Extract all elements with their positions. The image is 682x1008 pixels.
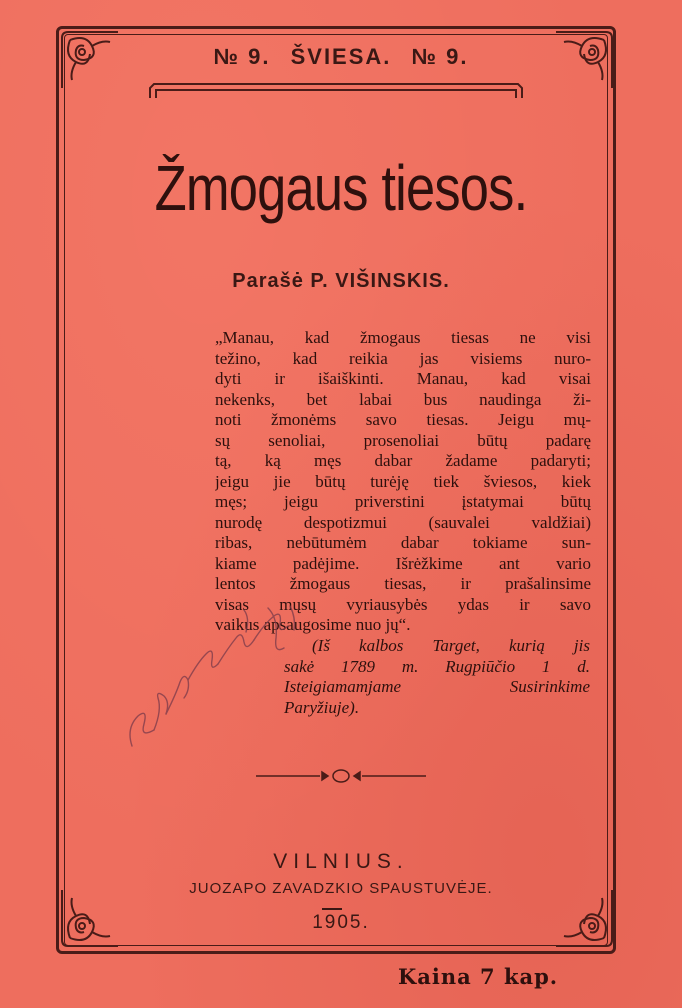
- citation-line: Paryžiuje).: [284, 697, 360, 717]
- quote-line: jeigu jie būtų turėję tiek šviesos, kiek: [215, 471, 591, 491]
- header-bracket-divider: [148, 82, 524, 100]
- citation-line: sakė 1789 m. Rugpiūčio 1 d.: [284, 656, 590, 676]
- quote-line: visas mųsų vyriausybės ydas ir savo: [215, 594, 591, 614]
- author-line: Parašė P. VIŠINSKIS.: [232, 270, 450, 292]
- quote-line: težino, kad reikia jas visiems nuro-: [215, 348, 591, 368]
- issue-number-left: № 9.: [213, 44, 271, 69]
- quote-line: sų senoliai, prosenoliai būtų padarę: [215, 430, 591, 450]
- quote-line: kiame padėjime. Išrėžkime ant vario: [215, 553, 591, 573]
- quote-line: ribas, nebūtumėm dabar tokiame sun-: [215, 533, 591, 552]
- quote-line: tą, ką męs dabar žadame padaryti;: [215, 451, 591, 470]
- quote-line: nurodę despotizmui (sauvalei valdžiai): [215, 512, 591, 532]
- quote-line: lentos žmogaus tiesas, ir prašalinsime: [215, 574, 591, 593]
- citation-line: Isteigiamamjame Susirinkime: [284, 677, 590, 696]
- issue-number-right: № 9.: [411, 44, 469, 69]
- section-divider-ornament-icon: [254, 766, 428, 786]
- imprint-year: 1905.: [312, 912, 370, 933]
- handwritten-signature-icon: [118, 598, 308, 758]
- quote-line: „Manau, kad žmogaus tiesas ne visi: [215, 328, 591, 347]
- quote-line: dyti ir išaiškinti. Manau, kad visai: [215, 369, 591, 388]
- quote-citation: [284, 636, 590, 718]
- citation-line: (Iš kalbos Target, kurią jis: [312, 636, 590, 655]
- quote-line: vaikus apsaugosime nuo jų“.: [215, 615, 411, 634]
- imprint-printer: JUOZAPO ZAVADZKIO SPAUSTUVĖJE.: [189, 880, 493, 897]
- imprint-city: VILNIUS.: [273, 850, 409, 873]
- series-name: ŠVIESA.: [290, 44, 392, 69]
- series-header: [0, 44, 682, 70]
- book-title: Žmogaus tiesos.: [154, 152, 528, 224]
- quote-line: noti žmonėms savo tiesas. Jeigu mų-: [215, 410, 591, 429]
- epigraph-quote: [215, 328, 591, 636]
- quote-line: nekenks, bet labai bus naudinga ži-: [215, 389, 591, 409]
- year-overline: [322, 908, 342, 910]
- price-label: Kaina 7 kap.: [398, 964, 559, 989]
- quote-line: męs; jeigu priverstini įstatymai būtų: [215, 492, 591, 511]
